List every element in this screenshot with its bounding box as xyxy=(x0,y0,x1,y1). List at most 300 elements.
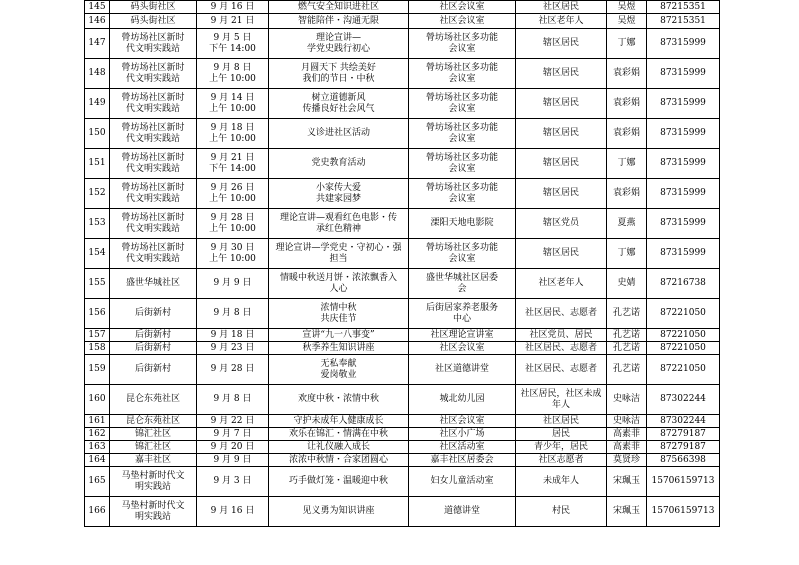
cell-venue-line: 会议室 xyxy=(448,253,476,264)
cell-date xyxy=(197,119,269,149)
cell-venue xyxy=(409,415,516,428)
cell-site-line: 后街新村 xyxy=(134,329,171,340)
cell-site-line: 膋坊场社区新时 xyxy=(121,92,185,103)
cell-site xyxy=(110,89,197,119)
cell-audience xyxy=(516,179,607,209)
cell-phone: 15706159713 xyxy=(647,467,720,497)
cell-activity xyxy=(269,497,409,527)
cell-date xyxy=(197,209,269,239)
cell-phone: 87315999 xyxy=(647,119,720,149)
cell-site xyxy=(110,14,197,29)
cell-audience xyxy=(516,29,607,59)
cell-site-line: 明实践站 xyxy=(134,511,171,522)
cell-venue xyxy=(409,119,516,149)
cell-site-line: 明实践站 xyxy=(134,481,171,492)
cell-venue-line: 后街居家养老服务 xyxy=(425,302,498,313)
cell-index: 150 xyxy=(85,119,110,149)
cell-audience-line: 青少年，居民 xyxy=(533,441,588,452)
cell-activity xyxy=(269,179,409,209)
cell-activity xyxy=(269,89,409,119)
cell-audience xyxy=(516,355,607,385)
cell-date-line: 9 月 28 日 xyxy=(210,364,255,374)
cell-date xyxy=(197,497,269,527)
cell-venue xyxy=(409,428,516,441)
cell-venue-line: 溧阳天地电影院 xyxy=(430,218,494,228)
cell-activity-line: 共庆佳节 xyxy=(320,313,357,324)
cell-date-line: 上午 10:00 xyxy=(209,253,256,264)
table-row xyxy=(85,342,720,355)
cell-audience xyxy=(516,149,607,179)
cell-audience-line: 辖区居民 xyxy=(542,68,579,78)
cell-venue-line: 会议室 xyxy=(448,73,476,84)
cell-audience-line: 辖区居民 xyxy=(542,188,579,198)
cell-contact: 袁彩娟 xyxy=(607,119,647,149)
cell-date-line: 上午 10:00 xyxy=(209,73,256,84)
cell-index: 156 xyxy=(85,299,110,329)
cell-audience xyxy=(516,89,607,119)
cell-activity xyxy=(269,385,409,415)
cell-contact: 丁娜 xyxy=(607,239,647,269)
cell-audience xyxy=(516,239,607,269)
cell-site xyxy=(110,355,197,385)
cell-site xyxy=(110,209,197,239)
cell-venue xyxy=(409,14,516,29)
cell-index: 151 xyxy=(85,149,110,179)
cell-phone: 87221050 xyxy=(647,355,720,385)
table-row xyxy=(85,1,720,14)
cell-activity-line: 树立道德新风 xyxy=(311,92,366,103)
cell-activity xyxy=(269,329,409,342)
cell-audience-line: 社区居民、志愿者 xyxy=(524,364,597,374)
cell-audience xyxy=(516,497,607,527)
cell-audience-line: 社区居民、志愿者 xyxy=(524,342,597,353)
cell-activity xyxy=(269,299,409,329)
cell-venue xyxy=(409,239,516,269)
table-row xyxy=(85,329,720,342)
cell-phone: 87221050 xyxy=(647,299,720,329)
cell-activity-line: 无私奉献 xyxy=(320,358,357,369)
cell-activity-line: 月圆天下 共绘美好 xyxy=(301,62,376,73)
cell-audience xyxy=(516,14,607,29)
cell-audience-line: 社区志愿者 xyxy=(538,454,584,465)
cell-venue xyxy=(409,342,516,355)
cell-venue xyxy=(409,467,516,497)
cell-date xyxy=(197,269,269,299)
cell-audience xyxy=(516,1,607,14)
cell-venue-line: 城北幼儿园 xyxy=(439,394,485,404)
cell-site-line: 昆仑东苑社区 xyxy=(125,415,180,426)
cell-site xyxy=(110,179,197,209)
cell-index: 157 xyxy=(85,329,110,342)
cell-venue-line: 膋坊场社区多功能 xyxy=(425,92,498,103)
cell-phone: 87221050 xyxy=(647,329,720,342)
cell-venue-line: 嘉丰社区居委会 xyxy=(430,454,494,465)
cell-venue-line: 会 xyxy=(457,283,467,294)
cell-audience xyxy=(516,329,607,342)
cell-audience-line: 辖区党员 xyxy=(542,218,579,228)
cell-index: 162 xyxy=(85,428,110,441)
cell-date-line: 9 月 9 日 xyxy=(213,454,252,465)
cell-audience-line: 居民 xyxy=(551,428,570,439)
cell-index: 145 xyxy=(85,1,110,14)
cell-phone: 87315999 xyxy=(647,179,720,209)
cell-audience xyxy=(516,428,607,441)
cell-phone: 87221050 xyxy=(647,342,720,355)
cell-audience-line: 社区居民 xyxy=(542,415,579,426)
cell-activity-line: 浓情中秋 xyxy=(320,302,357,313)
cell-audience-line: 未成年人 xyxy=(542,476,579,486)
cell-audience-line: 辖区居民 xyxy=(542,98,579,108)
cell-venue-line: 膋坊场社区多功能 xyxy=(425,32,498,43)
cell-audience xyxy=(516,119,607,149)
table-row xyxy=(85,209,720,239)
cell-activity xyxy=(269,1,409,14)
cell-site-line: 代文明实践站 xyxy=(125,163,180,174)
cell-site xyxy=(110,29,197,59)
cell-site-line: 代文明实践站 xyxy=(125,223,180,234)
cell-venue xyxy=(409,299,516,329)
cell-audience xyxy=(516,441,607,454)
cell-index: 163 xyxy=(85,441,110,454)
cell-venue-line: 会议室 xyxy=(448,103,476,114)
cell-date-line: 9 月 18 日 xyxy=(210,122,255,133)
cell-phone: 87302244 xyxy=(647,385,720,415)
cell-site xyxy=(110,415,197,428)
cell-date xyxy=(197,428,269,441)
cell-activity-line: 智能陪伴・沟通无限 xyxy=(297,15,379,26)
cell-date xyxy=(197,467,269,497)
cell-date-line: 9 月 5 日 xyxy=(213,32,252,43)
cell-activity xyxy=(269,29,409,59)
cell-venue xyxy=(409,179,516,209)
cell-venue-line: 社区活动室 xyxy=(439,441,485,452)
cell-date-line: 9 月 8 日 xyxy=(213,394,252,404)
cell-site-line: 膋坊场社区新时 xyxy=(121,62,185,73)
cell-date-line: 9 月 26 日 xyxy=(210,182,255,193)
cell-date xyxy=(197,299,269,329)
table-row xyxy=(85,355,720,385)
cell-site xyxy=(110,119,197,149)
cell-site-line: 代文明实践站 xyxy=(125,73,180,84)
cell-date-line: 9 月 8 日 xyxy=(213,308,252,318)
cell-date xyxy=(197,179,269,209)
cell-audience xyxy=(516,415,607,428)
cell-audience xyxy=(516,454,607,467)
cell-activity-line: 学党史践行初心 xyxy=(306,43,370,54)
table-row xyxy=(85,59,720,89)
cell-site-line: 昆仑东苑社区 xyxy=(125,394,180,404)
cell-site xyxy=(110,467,197,497)
cell-date xyxy=(197,1,269,14)
cell-venue xyxy=(409,454,516,467)
cell-contact: 史咏洁 xyxy=(607,385,647,415)
cell-date xyxy=(197,441,269,454)
cell-venue xyxy=(409,329,516,342)
cell-activity-line: 担当 xyxy=(329,253,348,264)
cell-date-line: 9 月 18 日 xyxy=(210,329,255,340)
cell-phone: 87315999 xyxy=(647,89,720,119)
cell-site-line: 代文明实践站 xyxy=(125,253,180,264)
cell-activity xyxy=(269,441,409,454)
cell-activity-line: 巧手做灯笼・温暖迎中秋 xyxy=(288,476,388,486)
cell-activity xyxy=(269,119,409,149)
cell-activity-line: 理论宣讲—观看红色电影・传 xyxy=(279,212,397,223)
cell-date-line: 上午 10:00 xyxy=(209,133,256,144)
cell-activity xyxy=(269,415,409,428)
table-row xyxy=(85,29,720,59)
cell-venue-line: 社区会议室 xyxy=(439,1,485,12)
cell-activity-line: 情暖中秋送月饼・浓浓飘香入 xyxy=(279,272,397,283)
cell-audience xyxy=(516,59,607,89)
cell-venue xyxy=(409,29,516,59)
cell-activity xyxy=(269,342,409,355)
cell-site xyxy=(110,59,197,89)
cell-phone: 87215351 xyxy=(647,14,720,29)
cell-date-line: 上午 10:00 xyxy=(209,103,256,114)
cell-date-line: 9 月 20 日 xyxy=(210,441,255,452)
cell-site-line: 膋坊场社区新时 xyxy=(121,182,185,193)
cell-date-line: 9 月 21 日 xyxy=(210,152,255,163)
cell-activity xyxy=(269,239,409,269)
cell-date-line: 9 月 3 日 xyxy=(213,476,252,486)
cell-activity-line: 人心 xyxy=(329,283,348,294)
cell-site xyxy=(110,329,197,342)
cell-site-line: 代文明实践站 xyxy=(125,103,180,114)
cell-date-line: 9 月 22 日 xyxy=(210,415,255,426)
cell-site xyxy=(110,428,197,441)
cell-venue xyxy=(409,269,516,299)
cell-phone: 87315999 xyxy=(647,59,720,89)
cell-date-line: 上午 10:00 xyxy=(209,193,256,204)
cell-index: 146 xyxy=(85,14,110,29)
cell-venue xyxy=(409,209,516,239)
cell-activity xyxy=(269,59,409,89)
cell-index: 160 xyxy=(85,385,110,415)
cell-activity-line: 见义勇为知识讲座 xyxy=(302,506,375,516)
table-row xyxy=(85,467,720,497)
cell-contact: 高素菲 xyxy=(607,428,647,441)
cell-venue-line: 妇女儿童活动室 xyxy=(430,476,494,486)
cell-venue-line: 社区会议室 xyxy=(439,15,485,26)
cell-contact: 高素菲 xyxy=(607,441,647,454)
cell-site xyxy=(110,299,197,329)
cell-activity-line: 我们的节日・中秋 xyxy=(302,73,375,84)
cell-venue-line: 道德讲堂 xyxy=(443,506,480,516)
cell-date xyxy=(197,239,269,269)
cell-date-line: 下午 14:00 xyxy=(209,163,256,174)
cell-date xyxy=(197,29,269,59)
cell-date xyxy=(197,59,269,89)
cell-phone: 87566398 xyxy=(647,454,720,467)
cell-site-line: 码头街社区 xyxy=(130,1,176,12)
cell-site-line: 码头街社区 xyxy=(130,15,176,26)
cell-venue xyxy=(409,1,516,14)
cell-index: 148 xyxy=(85,59,110,89)
cell-contact: 袁彩娟 xyxy=(607,179,647,209)
cell-date xyxy=(197,342,269,355)
table-row xyxy=(85,385,720,415)
cell-site xyxy=(110,149,197,179)
cell-audience-line: 村民 xyxy=(551,506,570,516)
cell-activity xyxy=(269,14,409,29)
cell-phone: 15706159713 xyxy=(647,497,720,527)
cell-index: 158 xyxy=(85,342,110,355)
cell-venue xyxy=(409,89,516,119)
cell-date xyxy=(197,149,269,179)
cell-audience-line: 辖区居民 xyxy=(542,38,579,48)
cell-audience-line: 社区老年人 xyxy=(538,278,584,288)
cell-contact: 袁彩娟 xyxy=(607,59,647,89)
cell-site-line: 锦汇社区 xyxy=(134,428,171,439)
cell-date-line: 9 月 21 日 xyxy=(210,15,255,26)
cell-date-line: 下午 14:00 xyxy=(209,43,256,54)
cell-date-line: 9 月 30 日 xyxy=(210,242,255,253)
cell-venue-line: 社区会议室 xyxy=(439,415,485,426)
cell-date-line: 9 月 9 日 xyxy=(213,278,252,288)
cell-venue-line: 社区理论宣讲室 xyxy=(430,329,494,340)
cell-index: 161 xyxy=(85,415,110,428)
cell-venue-line: 膋坊场社区多功能 xyxy=(425,242,498,253)
cell-activity xyxy=(269,149,409,179)
table-row xyxy=(85,428,720,441)
cell-contact: 夏燕 xyxy=(607,209,647,239)
cell-activity-line: 燃气安全知识进社区 xyxy=(297,1,379,12)
cell-venue-line: 社区会议室 xyxy=(439,342,485,353)
cell-activity-line: 理论宣讲— xyxy=(315,32,361,43)
cell-contact: 宋珮玉 xyxy=(607,467,647,497)
cell-date-line: 9 月 16 日 xyxy=(210,506,255,516)
cell-index: 165 xyxy=(85,467,110,497)
cell-site-line: 马垫村新时代文 xyxy=(121,470,185,481)
cell-index: 164 xyxy=(85,454,110,467)
cell-activity-line: 欢乐在锦汇・情满在中秋 xyxy=(288,428,388,439)
cell-venue-line: 膋坊场社区多功能 xyxy=(425,62,498,73)
cell-date xyxy=(197,355,269,385)
cell-site-line: 代文明实践站 xyxy=(125,133,180,144)
table-row xyxy=(85,415,720,428)
cell-phone: 87302244 xyxy=(647,415,720,428)
cell-activity-line: 让礼仪融入成长 xyxy=(306,441,370,452)
cell-audience xyxy=(516,385,607,415)
cell-site-line: 后街新村 xyxy=(134,308,171,318)
activity-schedule-table xyxy=(84,0,720,527)
cell-audience-line: 社区居民 xyxy=(542,1,579,12)
cell-site xyxy=(110,342,197,355)
cell-audience-line: 社区居民，社区未成 xyxy=(520,388,602,399)
table-row xyxy=(85,441,720,454)
cell-activity-line: 承红色精神 xyxy=(315,223,361,234)
cell-site xyxy=(110,1,197,14)
cell-phone: 87315999 xyxy=(647,239,720,269)
cell-index: 149 xyxy=(85,89,110,119)
cell-date-line: 9 月 8 日 xyxy=(213,62,252,73)
cell-audience xyxy=(516,299,607,329)
cell-venue xyxy=(409,441,516,454)
cell-audience-line: 社区居民、志愿者 xyxy=(524,308,597,318)
cell-audience-line: 年人 xyxy=(551,399,570,410)
cell-site-line: 膋坊场社区新时 xyxy=(121,212,185,223)
cell-activity xyxy=(269,454,409,467)
table-row xyxy=(85,119,720,149)
cell-index: 154 xyxy=(85,239,110,269)
cell-site xyxy=(110,239,197,269)
cell-site xyxy=(110,385,197,415)
cell-index: 159 xyxy=(85,355,110,385)
cell-venue-line: 社区道德讲堂 xyxy=(434,364,489,374)
cell-date-line: 9 月 7 日 xyxy=(213,428,252,439)
cell-audience-line: 辖区居民 xyxy=(542,248,579,258)
cell-venue xyxy=(409,385,516,415)
table-row xyxy=(85,497,720,527)
cell-contact: 宋珮玉 xyxy=(607,497,647,527)
cell-contact: 史咏洁 xyxy=(607,415,647,428)
cell-contact: 吴煜 xyxy=(607,1,647,14)
cell-activity-line: 共建家园梦 xyxy=(315,193,361,204)
cell-activity xyxy=(269,355,409,385)
cell-contact: 孔艺诺 xyxy=(607,355,647,385)
cell-venue-line: 会议室 xyxy=(448,43,476,54)
cell-contact: 孔艺诺 xyxy=(607,329,647,342)
cell-index: 147 xyxy=(85,29,110,59)
cell-activity-line: 传播良好社会风气 xyxy=(302,103,375,114)
cell-venue-line: 会议室 xyxy=(448,193,476,204)
cell-date xyxy=(197,454,269,467)
cell-site xyxy=(110,497,197,527)
cell-site-line: 膋坊场社区新时 xyxy=(121,152,185,163)
cell-venue xyxy=(409,355,516,385)
cell-activity xyxy=(269,467,409,497)
cell-audience xyxy=(516,467,607,497)
cell-index: 155 xyxy=(85,269,110,299)
cell-venue xyxy=(409,497,516,527)
cell-venue-line: 会议室 xyxy=(448,163,476,174)
cell-audience-line: 社区老年人 xyxy=(538,15,584,26)
cell-contact: 丁娜 xyxy=(607,149,647,179)
table-row xyxy=(85,239,720,269)
cell-index: 166 xyxy=(85,497,110,527)
cell-venue-line: 膋坊场社区多功能 xyxy=(425,182,498,193)
cell-contact: 孔艺诺 xyxy=(607,342,647,355)
cell-contact: 孔艺诺 xyxy=(607,299,647,329)
cell-date-line: 9 月 23 日 xyxy=(210,342,255,353)
table-row xyxy=(85,179,720,209)
cell-phone: 87279187 xyxy=(647,441,720,454)
cell-audience-line: 辖区居民 xyxy=(542,158,579,168)
cell-site xyxy=(110,269,197,299)
cell-audience xyxy=(516,269,607,299)
cell-activity-line: 浓浓中秋情・合家团圆心 xyxy=(288,454,388,465)
cell-activity-line: 义诊进社区活动 xyxy=(306,128,370,138)
table-row xyxy=(85,299,720,329)
cell-phone: 87315999 xyxy=(647,209,720,239)
cell-activity-line: 爱岗敬业 xyxy=(320,369,357,380)
cell-site-line: 膋坊场社区新时 xyxy=(121,32,185,43)
cell-activity-line: 理论宣讲—学党史・守初心・强 xyxy=(275,242,402,253)
cell-venue xyxy=(409,149,516,179)
cell-audience xyxy=(516,342,607,355)
cell-site-line: 膋坊场社区新时 xyxy=(121,122,185,133)
cell-phone: 87215351 xyxy=(647,1,720,14)
cell-venue-line: 中心 xyxy=(452,313,471,324)
cell-date-line: 9 月 14 日 xyxy=(210,92,255,103)
cell-activity-line: 守护未成年人健康成长 xyxy=(293,415,384,426)
cell-site-line: 嘉丰社区 xyxy=(134,454,171,465)
table-row xyxy=(85,269,720,299)
cell-date-line: 上午 10:00 xyxy=(209,223,256,234)
cell-activity xyxy=(269,428,409,441)
cell-venue-line: 社区小广场 xyxy=(439,428,485,439)
table-row xyxy=(85,149,720,179)
